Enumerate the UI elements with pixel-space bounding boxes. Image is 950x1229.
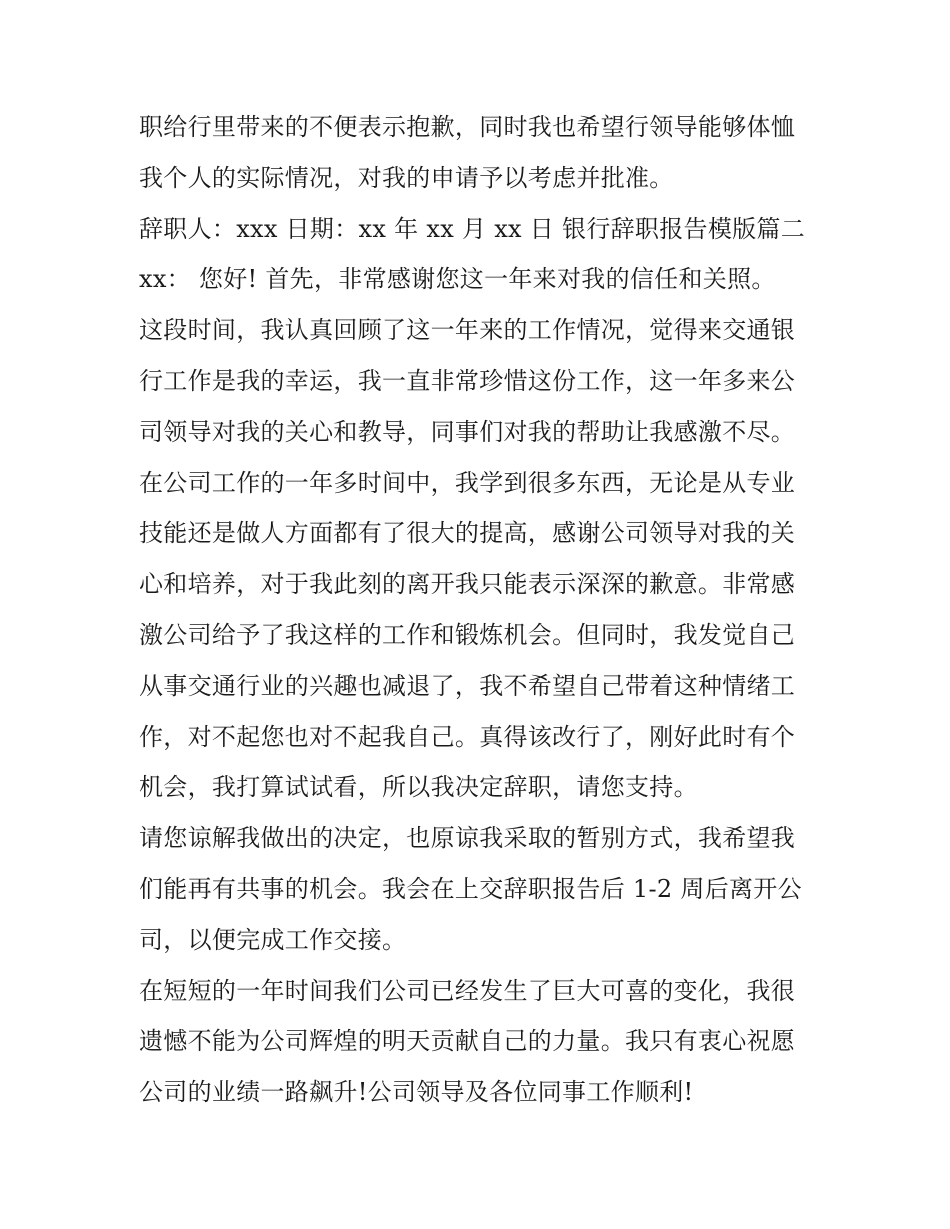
text-line: 请您谅解我做出的决定，也原谅我采取的暂别方式，我希望我 bbox=[139, 824, 796, 853]
text-line: 们能再有共事的机会。我会在上交辞职报告后 1-2 周后离开公 bbox=[139, 874, 802, 903]
text-line: 遗憾不能为公司辉煌的明天贡献自己的力量。我只有衷心祝愿 bbox=[139, 1027, 796, 1056]
text-line: 在短短的一年时间我们公司已经发生了巨大可喜的变化，我很 bbox=[139, 976, 796, 1005]
text-line: 司领导对我的关心和教导，同事们对我的帮助让我感激不尽。 bbox=[139, 417, 796, 446]
text-line: 这段时间，我认真回顾了这一年来的工作情况，觉得来交通银 bbox=[139, 316, 796, 345]
text-line: 机会，我打算试试看，所以我决定辞职，请您支持。 bbox=[139, 773, 698, 802]
text-line: 公司的业绩一路飙升!公司领导及各位同事工作顺利! bbox=[139, 1078, 694, 1107]
text-line: xx： 您好! 首先，非常感谢您这一年来对我的信任和关照。 bbox=[139, 265, 776, 294]
text-line: 司，以便完成工作交接。 bbox=[139, 925, 407, 954]
text-line: 行工作是我的幸运，我一直非常珍惜这份工作，这一年多来公 bbox=[139, 366, 796, 395]
text-line: 辞职人：xxx 日期：xx 年 xx 月 xx 日 银行辞职报告模版篇二 bbox=[139, 214, 806, 243]
text-line: 从事交通行业的兴趣也减退了，我不希望自己带着这种情绪工 bbox=[139, 671, 796, 700]
text-line: 技能还是做人方面都有了很大的提高，感谢公司领导对我的关 bbox=[139, 519, 796, 548]
text-line: 在公司工作的一年多时间中，我学到很多东西，无论是从专业 bbox=[139, 468, 796, 497]
text-line: 职给行里带来的不便表示抱歉，同时我也希望行领导能够体恤 bbox=[139, 113, 796, 141]
text-line: 激公司给予了我这样的工作和锻炼机会。但同时，我发觉自己 bbox=[139, 620, 796, 649]
text-line: 作，对不起您也对不起我自己。真得该改行了，刚好此时有个 bbox=[139, 722, 796, 751]
text-line: 心和培养，对于我此刻的离开我只能表示深深的歉意。非常感 bbox=[139, 570, 796, 599]
text-line: 我个人的实际情况，对我的申请予以考虑并批准。 bbox=[139, 163, 674, 192]
document-body bbox=[139, 102, 839, 1118]
